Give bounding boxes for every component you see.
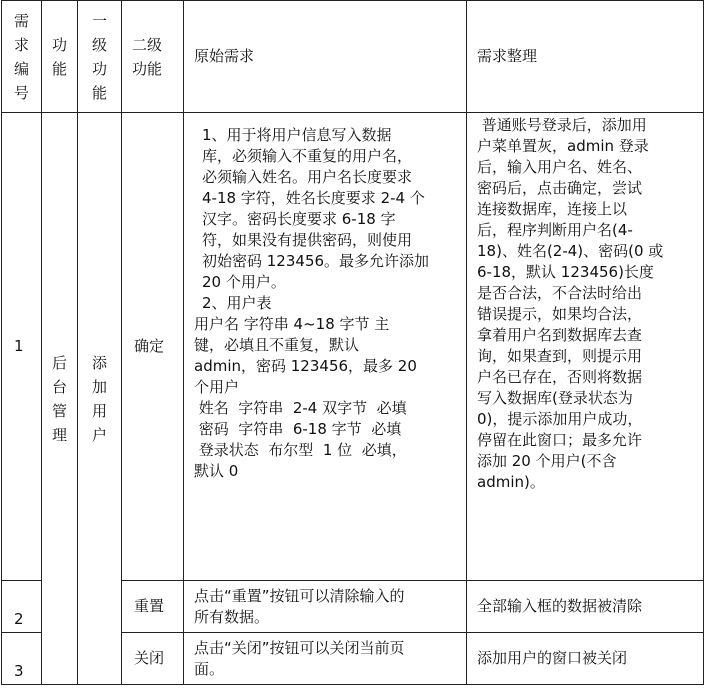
requirement-summary: 全部输入框的数据被清除 — [467, 581, 704, 633]
text-line: 默认 0 — [194, 462, 239, 480]
requirement-summary — [467, 113, 704, 581]
text-line: 连接数据库，连接上以 — [477, 200, 628, 218]
text-line: 普通账号登录后，添加用 — [477, 116, 647, 134]
text-line: 户菜单置灰，admin 登录 — [477, 137, 649, 155]
text-line: 键，必填且不重复，默认 — [194, 336, 360, 354]
text-line: 符，如果没有提供密码，则使用 — [202, 231, 413, 249]
text-line: 询，如果查到，则提示用 — [477, 347, 643, 365]
function-char: 理 — [51, 425, 67, 444]
requirement-id: 1 — [2, 113, 42, 581]
header-char: 号 — [13, 83, 29, 102]
text-line: 所有数据。 — [194, 607, 270, 626]
text-line: 初始密码 123456。最多允许添加 — [202, 252, 430, 270]
level2-function: 确定 — [122, 113, 184, 581]
text-line: 汉字。密码长度要求 6-18 字 — [202, 210, 396, 228]
text-line: 点击“关闭”按钮可以关闭当前页 — [194, 638, 405, 657]
text-line: 密码后，点击确定，尝试 — [477, 179, 643, 197]
text-line: 库，必须输入不重复的用户名， — [202, 147, 413, 165]
original-requirement — [184, 113, 467, 581]
header-level1-function — [78, 1, 122, 113]
text-line: 用户名 字符串 4~18 字节 主 — [194, 315, 390, 333]
original-requirement — [184, 633, 467, 685]
text-line: 个用户 — [194, 378, 240, 396]
text-line: 18)、姓名(2-4)、密码(0 或 — [477, 242, 664, 260]
level1-char: 户 — [91, 425, 107, 444]
level1-char: 添 — [91, 353, 107, 372]
header-char: 求 — [13, 35, 29, 54]
header-requirement-summary: 需求整理 — [467, 1, 704, 113]
header-line: 二级 — [132, 35, 163, 54]
requirement-id: 2 — [2, 581, 42, 633]
level1-char: 用 — [91, 401, 107, 420]
header-row — [2, 1, 704, 113]
text-line: 20 个用户。 — [202, 273, 286, 291]
header-line: 功能 — [132, 59, 163, 78]
text-line: 6-18，默认 123456)长度 — [477, 263, 654, 281]
text-line: 2、用户表 — [202, 294, 272, 312]
text-line: 是否合法，不合法时给出 — [477, 284, 643, 302]
header-char: 能 — [91, 83, 107, 102]
level2-function: 重置 — [122, 581, 184, 633]
requirement-summary: 添加用户的窗口被关闭 — [467, 633, 704, 685]
text-line: 后，输入用户名、姓名、 — [477, 158, 643, 176]
header-requirement-id — [2, 1, 42, 113]
text-line: 0)，提示添加用户成功， — [477, 410, 643, 428]
header-char: 一 — [91, 11, 107, 30]
header-char: 级 — [91, 35, 107, 54]
header-char: 需 — [13, 11, 29, 30]
text-line: 必须输入姓名。用户名长度要求 — [202, 168, 413, 186]
text-line: admin)。 — [477, 473, 545, 491]
text-line: 写入数据库(登录状态为 — [477, 389, 633, 407]
function-char: 台 — [51, 377, 67, 396]
text-line: 面。 — [194, 659, 225, 678]
header-function — [42, 1, 78, 113]
header-char: 功 — [91, 59, 107, 78]
text-line: 添加 20 个用户(不含 — [477, 452, 617, 470]
level2-function: 关闭 — [122, 633, 184, 685]
function-char: 管 — [51, 401, 67, 420]
text-line: 后，程序判断用户名(4- — [477, 221, 633, 239]
text-line: 错误提示，如果均合法， — [477, 305, 643, 323]
text-line: 停留在此窗口；最多允许 — [477, 431, 643, 449]
text-line: 点击“重置”按钮可以清除输入的 — [194, 586, 405, 605]
text-line: 拿着用户名到数据库去查 — [477, 326, 643, 344]
text-line: 4-18 字符，姓名长度要求 2-4 个 — [202, 189, 425, 207]
requirement-id: 3 — [2, 633, 42, 685]
text-line: 1、用于将用户信息写入数据 — [202, 126, 392, 144]
requirements-table — [1, 0, 704, 685]
text-line: 户名已存在，否则将数据 — [477, 368, 643, 386]
text-line: admin，密码 123456，最多 20 — [194, 357, 417, 375]
table-row — [2, 113, 704, 581]
text-line: 登录状态 布尔型 1 位 必填， — [194, 441, 407, 459]
header-char: 功 — [51, 35, 67, 54]
text-line: 密码 字符串 6-18 字节 必填 — [194, 420, 402, 438]
header-level2-function — [122, 1, 184, 113]
function-char: 后 — [51, 353, 67, 372]
header-char: 编 — [13, 59, 29, 78]
function-cell — [42, 113, 78, 685]
level1-char: 加 — [91, 377, 107, 396]
text-line: 姓名 字符串 2-4 双字节 必填 — [194, 399, 407, 417]
level1-function-cell — [78, 113, 122, 685]
header-original-requirement: 原始需求 — [184, 1, 467, 113]
header-char: 能 — [51, 59, 67, 78]
original-requirement — [184, 581, 467, 633]
